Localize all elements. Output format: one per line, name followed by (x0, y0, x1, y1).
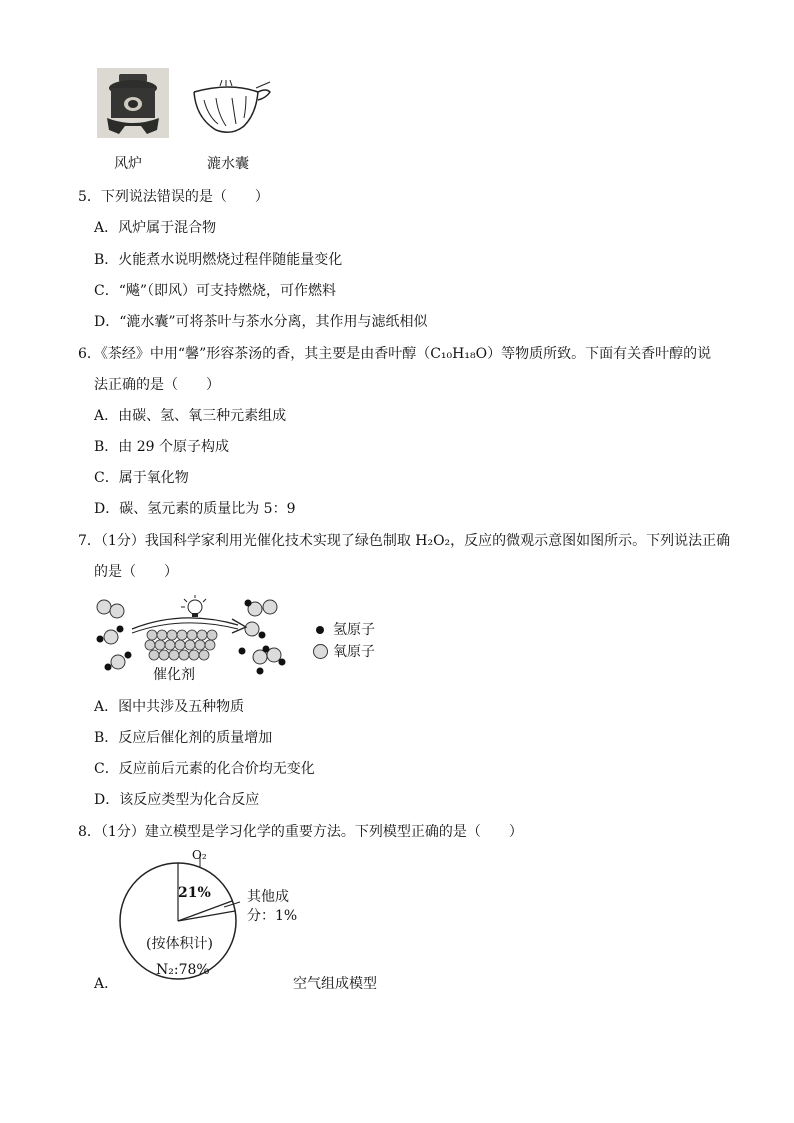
q6-option-c: C．属于氧化物 (94, 470, 189, 486)
strainer-image (186, 78, 272, 136)
q7-stem-line1: 7．（1分）我国科学家利用光催化技术实现了绿色制取 H₂O₂，反应的微观示意图如图所示。下列说法正确 (78, 533, 731, 549)
pie-other-label-2: 分：1% (247, 908, 298, 924)
hydrogen-atom-icon (316, 626, 324, 634)
strainer-icon (186, 78, 272, 136)
q7-option-c: C．反应前后元素的化合价均无变化 (94, 761, 315, 777)
q8-option-a-label: A． (94, 976, 119, 992)
strainer-caption: 漉水囊 (207, 156, 249, 172)
q7-stem-line2: 的是（ ） (94, 564, 178, 580)
q8-option-a-caption: 空气组成模型 (293, 976, 377, 992)
q6-option-b: B．由 29 个原子构成 (94, 439, 230, 455)
q5-option-b: B．火能煮水说明燃烧过程伴随能量变化 (94, 252, 343, 268)
pie-n2-label: N₂:78% (156, 962, 210, 978)
q7-option-a: A．图中共涉及五种物质 (94, 699, 245, 715)
q6-option-d: D．碳、氢元素的质量比为 5：9 (94, 501, 296, 517)
q5-stem: 5．下列说法错误的是（ ） (78, 189, 269, 205)
pie-o2-label: O₂ (192, 848, 207, 862)
q7-option-d: D．该反应类型为化合反应 (94, 792, 260, 808)
q5-option-d: D．“漉水囊”可将茶叶与茶水分离，其作用与滤纸相似 (94, 314, 428, 330)
q6-option-a: A．由碳、氢、氧三种元素组成 (94, 408, 287, 424)
oxygen-atom-icon (313, 644, 328, 659)
q5-option-c: C．“飚”（即风）可支持燃烧，可作燃料 (94, 283, 337, 299)
light-bulb-icon (181, 595, 206, 617)
legend-oxygen: 氧原子 (333, 644, 375, 660)
q5-option-a: A．风炉属于混合物 (94, 220, 217, 236)
legend-hydrogen: 氢原子 (333, 622, 375, 638)
pie-basis-note: (按体积计) (146, 936, 213, 952)
q6-stem-line2: 法正确的是（ ） (94, 377, 220, 393)
q7-option-b: B．反应后催化剂的质量增加 (94, 730, 273, 746)
pie-o2-percent: 21% (178, 885, 211, 901)
catalyst-label: 催化剂 (153, 667, 195, 683)
stove-caption: 风炉 (114, 156, 142, 172)
q6-stem-line1: 6．《茶经》中用“馨”形容茶汤的香，其主要是由香叶醇（C₁₀H₁₈O）等物质所致。下面有关香叶醇的说 (78, 346, 712, 362)
stove-icon (97, 68, 169, 138)
q8-stem: 8．（1分）建立模型是学习化学的重要方法。下列模型正确的是（ ） (78, 824, 523, 840)
stove-image (97, 68, 169, 138)
pie-other-label-1: 其他成 (247, 889, 289, 905)
